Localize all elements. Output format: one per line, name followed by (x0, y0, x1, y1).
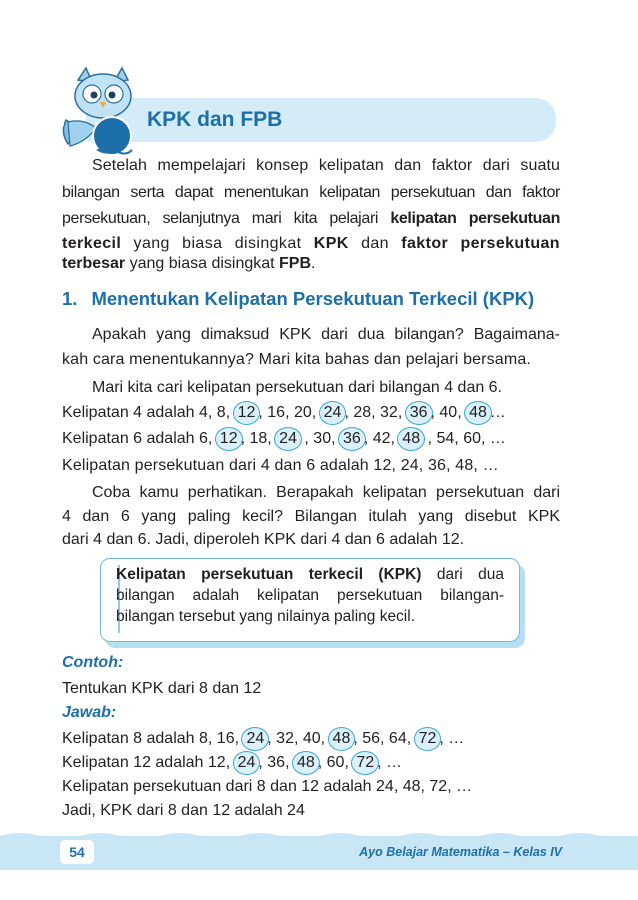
para3-line-3: dari 4 dan 6. Jadi, diperoleh KPK dari 4 dan 6 adalah 12. (62, 531, 465, 548)
circled-24: 24 (276, 428, 300, 450)
multiples-of-4: Kelipatan 4 adalah 4, 8, 12 , 16, 20, 24 , 28, 32, 36 , 40, 48 … (62, 402, 506, 424)
subsection-heading: 1. Menentukan Kelipatan Persekutuan Terkecil (KPK) (62, 288, 535, 309)
common-multiples-8-12: Kelipatan persekutuan dari 8 dan 12 adalah 24, 48, 72, … (62, 778, 473, 795)
intro-line-4: terkecil yang biasa disingkat KPK dan faktor persekutuan (62, 235, 560, 252)
intro-line-2: bilangan serta dapat menentukan kelipatan persekutuan dan faktor (62, 184, 560, 201)
intro-line-1: Setelah mempelajari konsep kelipatan dan faktor dari suatu (92, 157, 560, 174)
circled-12: 12 (217, 428, 241, 450)
answer-label: Jawab: (62, 704, 117, 721)
circled-24: 24 (235, 752, 259, 774)
definition-text: Kelipatan persekutuan terkecil (KPK) dari dua bilangan adalah kelipatan persekutuan bilangan- bilangan tersebut yang nilainya paling kecil. (116, 566, 504, 625)
section-letter: D. (47, 110, 65, 130)
para1-line-1: Apakah yang dimaksud KPK dari dua bilangan? Bagaimana- (92, 326, 560, 343)
example-label: Contoh: (62, 654, 124, 671)
page-number: 54 (60, 840, 94, 864)
circled-48: 48 (466, 402, 490, 424)
circled-72: 72 (353, 752, 377, 774)
circled-48: 48 (330, 728, 354, 750)
circled-12: 12 (235, 402, 259, 424)
circled-48: 48 (399, 428, 423, 450)
circled-24: 24 (321, 402, 345, 424)
para2-line-1: Mari kita cari kelipatan persekutuan dari bilangan 4 dan 6. (92, 379, 503, 396)
common-multiples-4-6: Kelipatan persekutuan dari 4 dan 6 adalah 12, 24, 36, 48, … (62, 457, 499, 474)
circled-36: 36 (340, 428, 364, 450)
multiples-of-6: Kelipatan 6 adalah 6, 12 , 18, 24 , 30, 36 , 42, 48 , 54, 60, … (62, 428, 506, 450)
circled-36: 36 (407, 402, 431, 424)
section-title: KPK dan FPB (147, 108, 283, 131)
para3-line-1: Coba kamu perhatikan. Berapakah kelipatan persekutuan dari (92, 484, 560, 501)
multiples-of-12: Kelipatan 12 adalah 12, 24 , 36, 48 , 60, 72 , … (62, 752, 402, 774)
book-title: Ayo Belajar Matematika – Kelas IV (359, 845, 562, 859)
para3-line-2: 4 dan 6 yang paling kecil? Bilangan itulah yang disebut KPK (62, 508, 560, 525)
circled-24: 24 (243, 728, 267, 750)
example-question: Tentukan KPK dari 8 dan 12 (62, 680, 262, 697)
circled-72: 72 (416, 728, 440, 750)
example-conclusion: Jadi, KPK dari 8 dan 12 adalah 24 (62, 802, 305, 819)
multiples-of-8: Kelipatan 8 adalah 8, 16, 24 , 32, 40, 48 , 56, 64, 72 , … (62, 728, 464, 750)
intro-line-5: terbesar yang biasa disingkat FPB. (62, 255, 316, 272)
intro-line-3: persekutuan, selanjutnya mari kita pelajari kelipatan persekutuan (62, 210, 560, 227)
circled-48: 48 (294, 752, 318, 774)
para1-line-2: kah cara menentukannya? Mari kita bahas dan pelajari bersama. (62, 351, 531, 368)
